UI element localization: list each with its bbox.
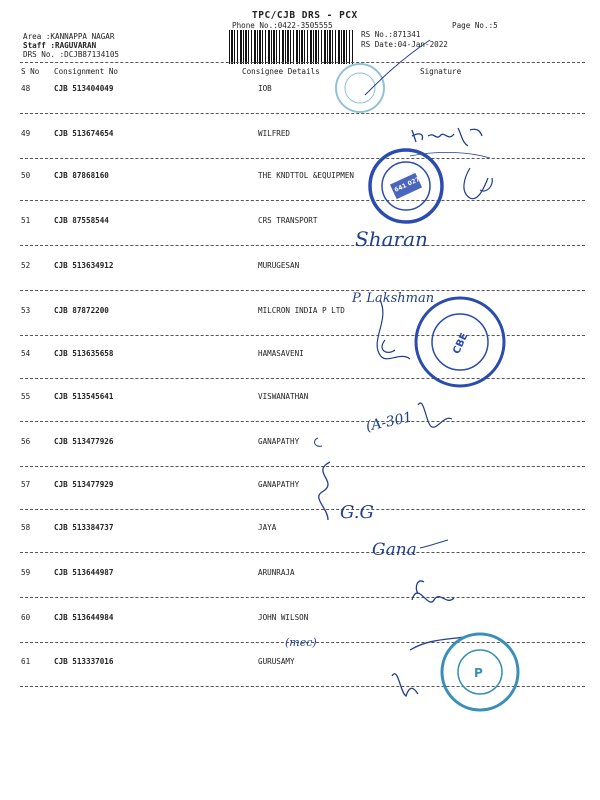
row-consignment-no: CJB 513337016 [54, 657, 114, 666]
signature-55: (A-301 [364, 409, 414, 435]
row-consignment-no: CJB 513635658 [54, 349, 114, 358]
col-header-signature: Signature [420, 67, 462, 76]
row-consignee: MURUGESAN [258, 261, 300, 270]
row-consignee: THE KNDTTOL &EQUIPMEN [258, 171, 355, 180]
row-sno: 57 [21, 480, 31, 489]
row-consignment-no: CJB 513384737 [54, 523, 114, 532]
row-sno: 56 [21, 437, 31, 446]
row-consignee: GURUSAMY [258, 657, 295, 666]
signature-60: (mec) [285, 636, 317, 649]
row-sno: 50 [21, 171, 31, 180]
stamp-faded-icon [336, 64, 384, 112]
row-sno: 49 [21, 129, 31, 138]
row-sno: 59 [21, 568, 31, 577]
signature-56 [315, 438, 322, 446]
phone-number: Phone No.:0422-3505555 [232, 21, 333, 30]
prime-stamp-center: P [474, 666, 483, 680]
row-consignee: GANAPATHY [258, 437, 300, 446]
row-consignment-no: CJB 513477926 [54, 437, 114, 446]
rs-number: RS No.:871341 [361, 30, 421, 39]
row-sno: 55 [21, 392, 31, 401]
row-consignee: HAMASAVENI [258, 349, 304, 358]
row-consignment-no: CJB 513545641 [54, 392, 114, 401]
milcron-stamp-center: CBE [451, 331, 471, 356]
row-consignment-no: CJB 513644987 [54, 568, 114, 577]
row-consignee: VISWANATHAN [258, 392, 309, 401]
row-consignee: WILFRED [258, 129, 291, 138]
row-consignee: GANAPATHY [258, 480, 300, 489]
row-sno: 53 [21, 306, 31, 315]
row-consignment-no: CJB 513674654 [54, 129, 114, 138]
signature-57: G.G [340, 502, 374, 523]
area-label: Area :KANNAPPA NAGAR [23, 32, 115, 41]
row-sno: 60 [21, 613, 31, 622]
row-sno: 61 [21, 657, 31, 666]
row-consignee: ARUNRAJA [258, 568, 295, 577]
row-sno: 58 [21, 523, 31, 532]
document-title: TPC/CJB DRS - PCX [252, 10, 358, 21]
signature-58: Gana [372, 540, 417, 560]
page-number: Page No.:5 [452, 21, 498, 30]
row-consignee: IOB [258, 84, 272, 93]
staff-label: Staff :RAGUVARAN [23, 41, 97, 50]
row-sno: 51 [21, 216, 31, 225]
row-sno: 48 [21, 84, 31, 93]
rs-date: RS Date:04-Jan-2022 [361, 40, 448, 49]
row-sno: 54 [21, 349, 31, 358]
row-consignee: JOHN WILSON [258, 613, 309, 622]
signature-59 [412, 581, 454, 602]
row-consignment-no: CJB 513634912 [54, 261, 114, 270]
row-sno: 52 [21, 261, 31, 270]
col-header-sno: S No [21, 67, 40, 76]
row-consignment-no: CJB 87868160 [54, 171, 109, 180]
row-consignment-no: CJB 513477929 [54, 480, 114, 489]
signature-50 [464, 168, 492, 199]
row-consignee: CRS TRANSPORT [258, 216, 318, 225]
signature-57-bracket [319, 462, 330, 520]
row-consignee: MILCRON INDIA P LTD [258, 306, 345, 315]
row-consignment-no: CJB 513644984 [54, 613, 114, 622]
drs-number: DRS No. :DCJB87134105 [23, 50, 120, 59]
col-header-consignee: Consignee Details [242, 67, 320, 76]
signature-53 [377, 300, 410, 359]
knd-stamp-code: 641 027 [393, 175, 421, 194]
signature-52: P. Lakshman [352, 291, 435, 306]
row-consignment-no: CJB 87558544 [54, 216, 109, 225]
signature-49 [412, 128, 482, 146]
row-consignment-no: CJB 513404049 [54, 84, 114, 93]
row-consignment-no: CJB 87872200 [54, 306, 109, 315]
row-consignee: JAYA [258, 523, 277, 532]
signature-51: Sharan [355, 227, 428, 251]
col-header-consignment: Consignment No [54, 67, 119, 76]
